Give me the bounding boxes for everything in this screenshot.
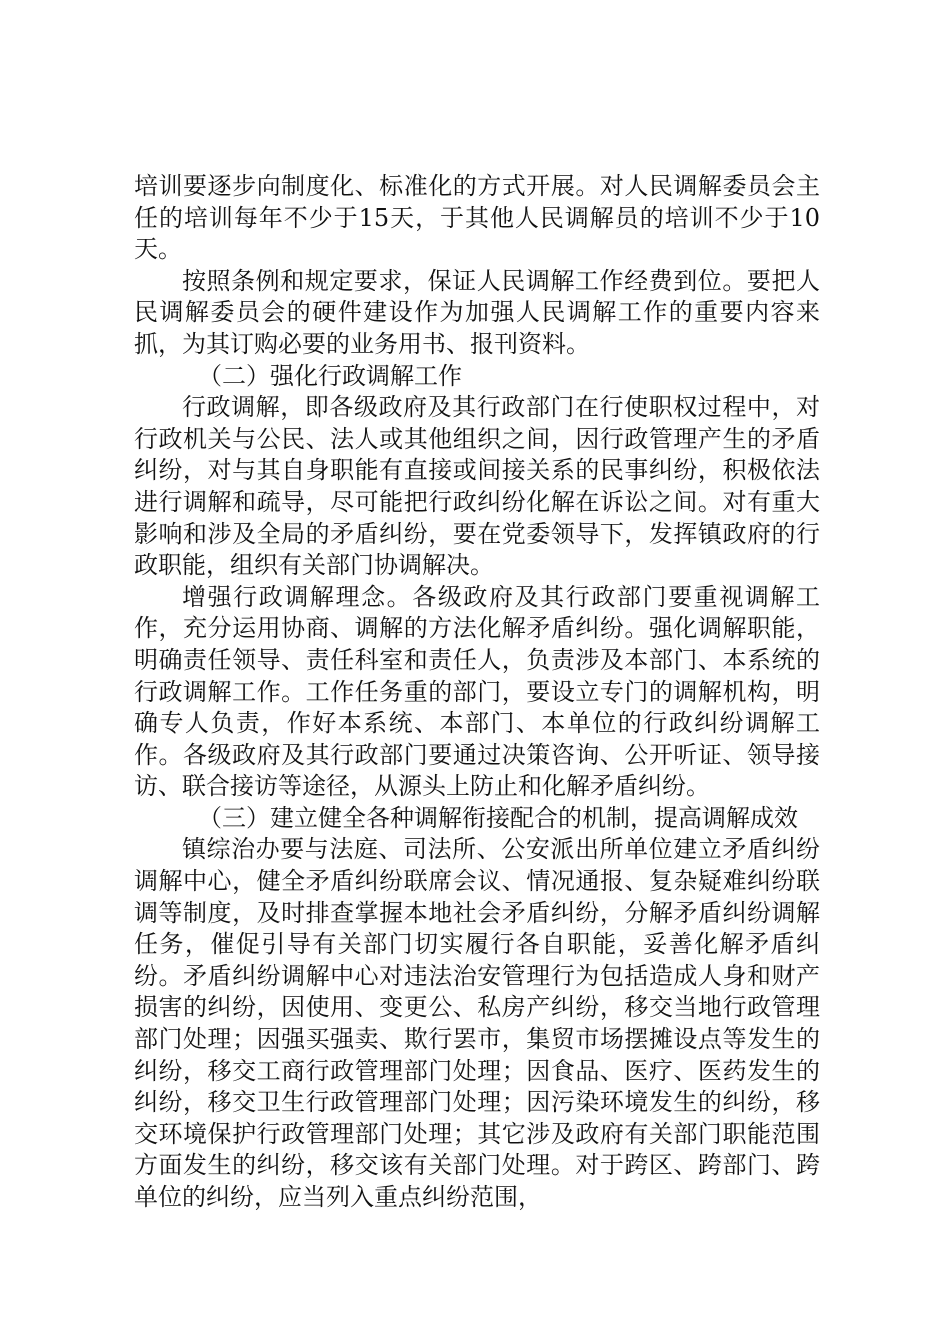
document-body	[134, 171, 820, 1214]
paragraph-administrative-mediation-definition: 行政调解，即各级政府及其行政部门在行使职权过程中，对行政机关与公民、法人或其他组织之间，因行政管理产生的矛盾纠纷，对与其自身职能有直接或间接关系的民事纠纷，积极依法进行调解和疏导，尽可能把行政纠纷化解在诉讼之间。对有重大影响和涉及全局的矛盾纠纷，要在党委领导下，发挥镇政府的行政职能，组织有关部门协调解决。	[134, 393, 820, 580]
paragraph-mediation-center: 镇综治办要与法庭、司法所、公安派出所单位建立矛盾纠纷调解中心，健全矛盾纠纷联席会议、情况通报、复杂疑难纠纷联调等制度，及时排查掌握本地社会矛盾纠纷，分解矛盾纠纷调解任务，催促引导有关部门切实履行各自职能，妥善化解矛盾纠纷。矛盾纠纷调解中心对违法治安管理行为包括造成人身和财产损害的纠纷，因使用、变更公、私房产纠纷，移交当地行政管理部门处理；因强买强卖、欺行罢市，集贸市场摆摊设点等发生的纠纷，移交工商行政管理部门处理；因食品、医疗、医药发生的纠纷，移交卫生行政管理部门处理；因污染环境发生的纠纷，移交环境保护行政管理部门处理；其它涉及政府有关部门职能范围方面发生的纠纷，移交该有关部门处理。对于跨区、跨部门、跨单位的纠纷，应当列入重点纠纷范围，	[134, 835, 820, 1211]
paragraph-funding: 按照条例和规定要求，保证人民调解工作经费到位。要把人民调解委员会的硬件建设作为加强人民调解工作的重要内容来抓，为其订购必要的业务用书、报刊资料。	[134, 266, 820, 358]
paragraph-mediation-concept: 增强行政调解理念。各级政府及其行政部门要重视调解工作，充分运用协商、调解的方法化解矛盾纠纷。强化调解职能，明确责任领导、责任科室和责任人，负责涉及本部门、本系统的行政调解工作。工作任务重的部门，要设立专门的调解机构，明确专人负责，作好本系统、本部门、本单位的行政纠纷调解工作。各级政府及其行政部门要通过决策咨询、公开听证、领导接访、联合接访等途径，从源头上防止和化解矛盾纠纷。	[134, 582, 820, 801]
section-heading-coordination-mechanism: （三）建立健全各种调解衔接配合的机制，提高调解成效	[198, 803, 798, 832]
section-heading-administrative-mediation: （二）强化行政调解工作	[198, 361, 462, 390]
paragraph-training: 培训要逐步向制度化、标准化的方式开展。对人民调解委员会主任的培训每年不少于15天，于其他人民调解员的培训不少于10天。	[134, 172, 820, 264]
